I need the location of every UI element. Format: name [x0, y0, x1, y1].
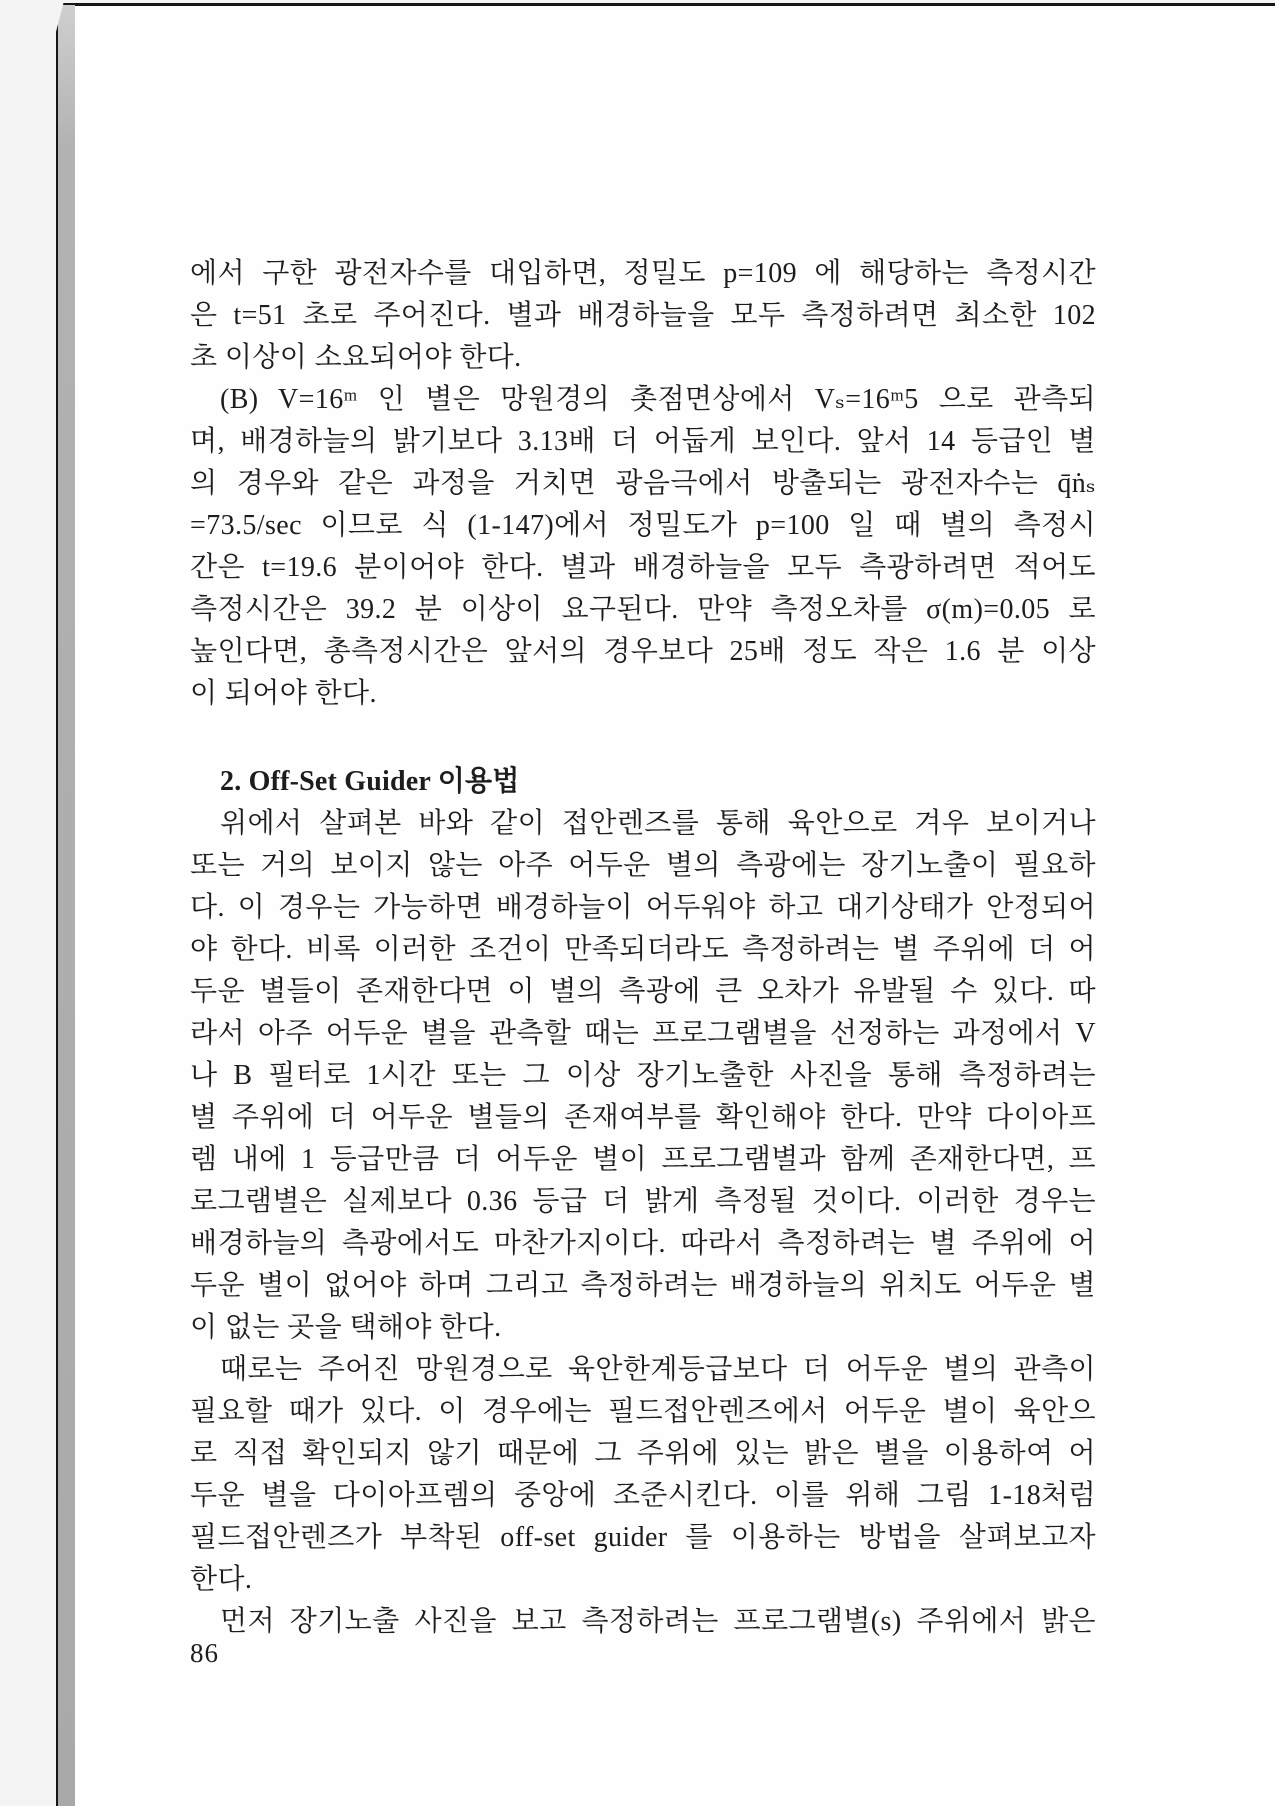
text-line: 이 없는 곳을 택해야 한다.	[190, 1312, 502, 1343]
text-line: 배경하늘의 측광에서도 마찬가지이다. 따라서 측정하려는 별 주위에 어	[190, 1228, 1096, 1259]
text-line: 다. 이 경우는 가능하면 배경하늘이 어두워야 하고 대기상태가 안정되어	[190, 892, 1096, 923]
text-line: 에서 구한 광전자수를 대입하면, 정밀도 p=109 에 해당하는 측정시간	[190, 258, 1096, 289]
text-line: 나 B 필터로 1시간 또는 그 이상 장기노출한 사진을 통해 측정하려는	[190, 1060, 1096, 1091]
text-line: 별 주위에 더 어두운 별들의 존재여부를 확인해야 한다. 만약 다이아프	[190, 1102, 1096, 1133]
section-heading: 2. Off-Set Guider 이용법	[220, 766, 520, 797]
text-line: 로그램별은 실제보다 0.36 등급 더 밝게 측정될 것이다. 이러한 경우는	[190, 1186, 1096, 1217]
text-line: 두운 별이 없어야 하며 그리고 측정하려는 배경하늘의 위치도 어두운 별	[190, 1270, 1096, 1301]
text-line: 한다.	[190, 1564, 253, 1595]
text-line: 위에서 살펴본 바와 같이 접안렌즈를 통해 육안으로 겨우 보이거나	[220, 808, 1096, 839]
text-line: 먼저 장기노출 사진을 보고 측정하려는 프로그램별(s) 주위에서 밝은	[220, 1606, 1096, 1637]
text-line: 며, 배경하늘의 밝기보다 3.13배 더 어둡게 보인다. 앞서 14 등급인 별	[190, 426, 1096, 457]
page-number: 86	[190, 1638, 219, 1668]
text-line: 초 이상이 소요되어야 한다.	[190, 342, 522, 373]
text-line: 또는 거의 보이지 않는 아주 어두운 별의 측광에는 장기노출이 필요하	[190, 850, 1096, 881]
text-line: 간은 t=19.6 분이어야 한다. 별과 배경하늘을 모두 측광하려면 적어도	[190, 552, 1096, 583]
text-block	[190, 253, 1096, 1643]
text-line: 두운 별을 다이아프렘의 중앙에 조준시킨다. 이를 위해 그림 1-18처럼	[190, 1480, 1096, 1511]
text-line: 높인다면, 총측정시간은 앞서의 경우보다 25배 정도 작은 1.6 분 이상	[190, 636, 1096, 667]
text-line: (B) V=16ᵐ 인 별은 망원경의 촛점면상에서 Vₛ=16ᵐ5 으로 관측되	[220, 384, 1096, 415]
text-line: 두운 별들이 존재한다면 이 별의 측광에 큰 오차가 유발될 수 있다. 따	[190, 976, 1096, 1007]
text-line: 렘 내에 1 등급만큼 더 어두운 별이 프로그램별과 함께 존재한다면, 프	[190, 1144, 1096, 1175]
text-line: 라서 아주 어두운 별을 관측할 때는 프로그램별을 선정하는 과정에서 V	[190, 1018, 1096, 1049]
text-line: 은 t=51 초로 주어진다. 별과 배경하늘을 모두 측정하려면 최소한 102	[190, 300, 1096, 331]
text-line: =73.5/sec 이므로 식 (1-147)에서 정밀도가 p=100 일 때 별의 측정시	[190, 510, 1096, 541]
text-line: 필요할 때가 있다. 이 경우에는 필드접안렌즈에서 어두운 별이 육안으	[190, 1396, 1096, 1427]
text-line: 이 되어야 한다.	[190, 678, 377, 709]
text-line: 의 경우와 같은 과정을 거치면 광음극에서 방출되는 광전자수는 q̄ṅₛ	[190, 468, 1096, 499]
text-line: 로 직접 확인되지 않기 때문에 그 주위에 있는 밝은 별을 이용하여 어	[190, 1438, 1096, 1469]
text-line: 필드접안렌즈가 부착된 off-set guider 를 이용하는 방법을 살펴보고자	[190, 1522, 1096, 1553]
text-line: 측정시간은 39.2 분 이상이 요구된다. 만약 측정오차를 σ(m)=0.05 로	[190, 594, 1096, 625]
text-line: 때로는 주어진 망원경으로 육안한계등급보다 더 어두운 별의 관측이	[220, 1354, 1096, 1385]
text-line: 야 한다. 비록 이러한 조건이 만족되더라도 측정하려는 별 주위에 더 어	[190, 934, 1096, 965]
